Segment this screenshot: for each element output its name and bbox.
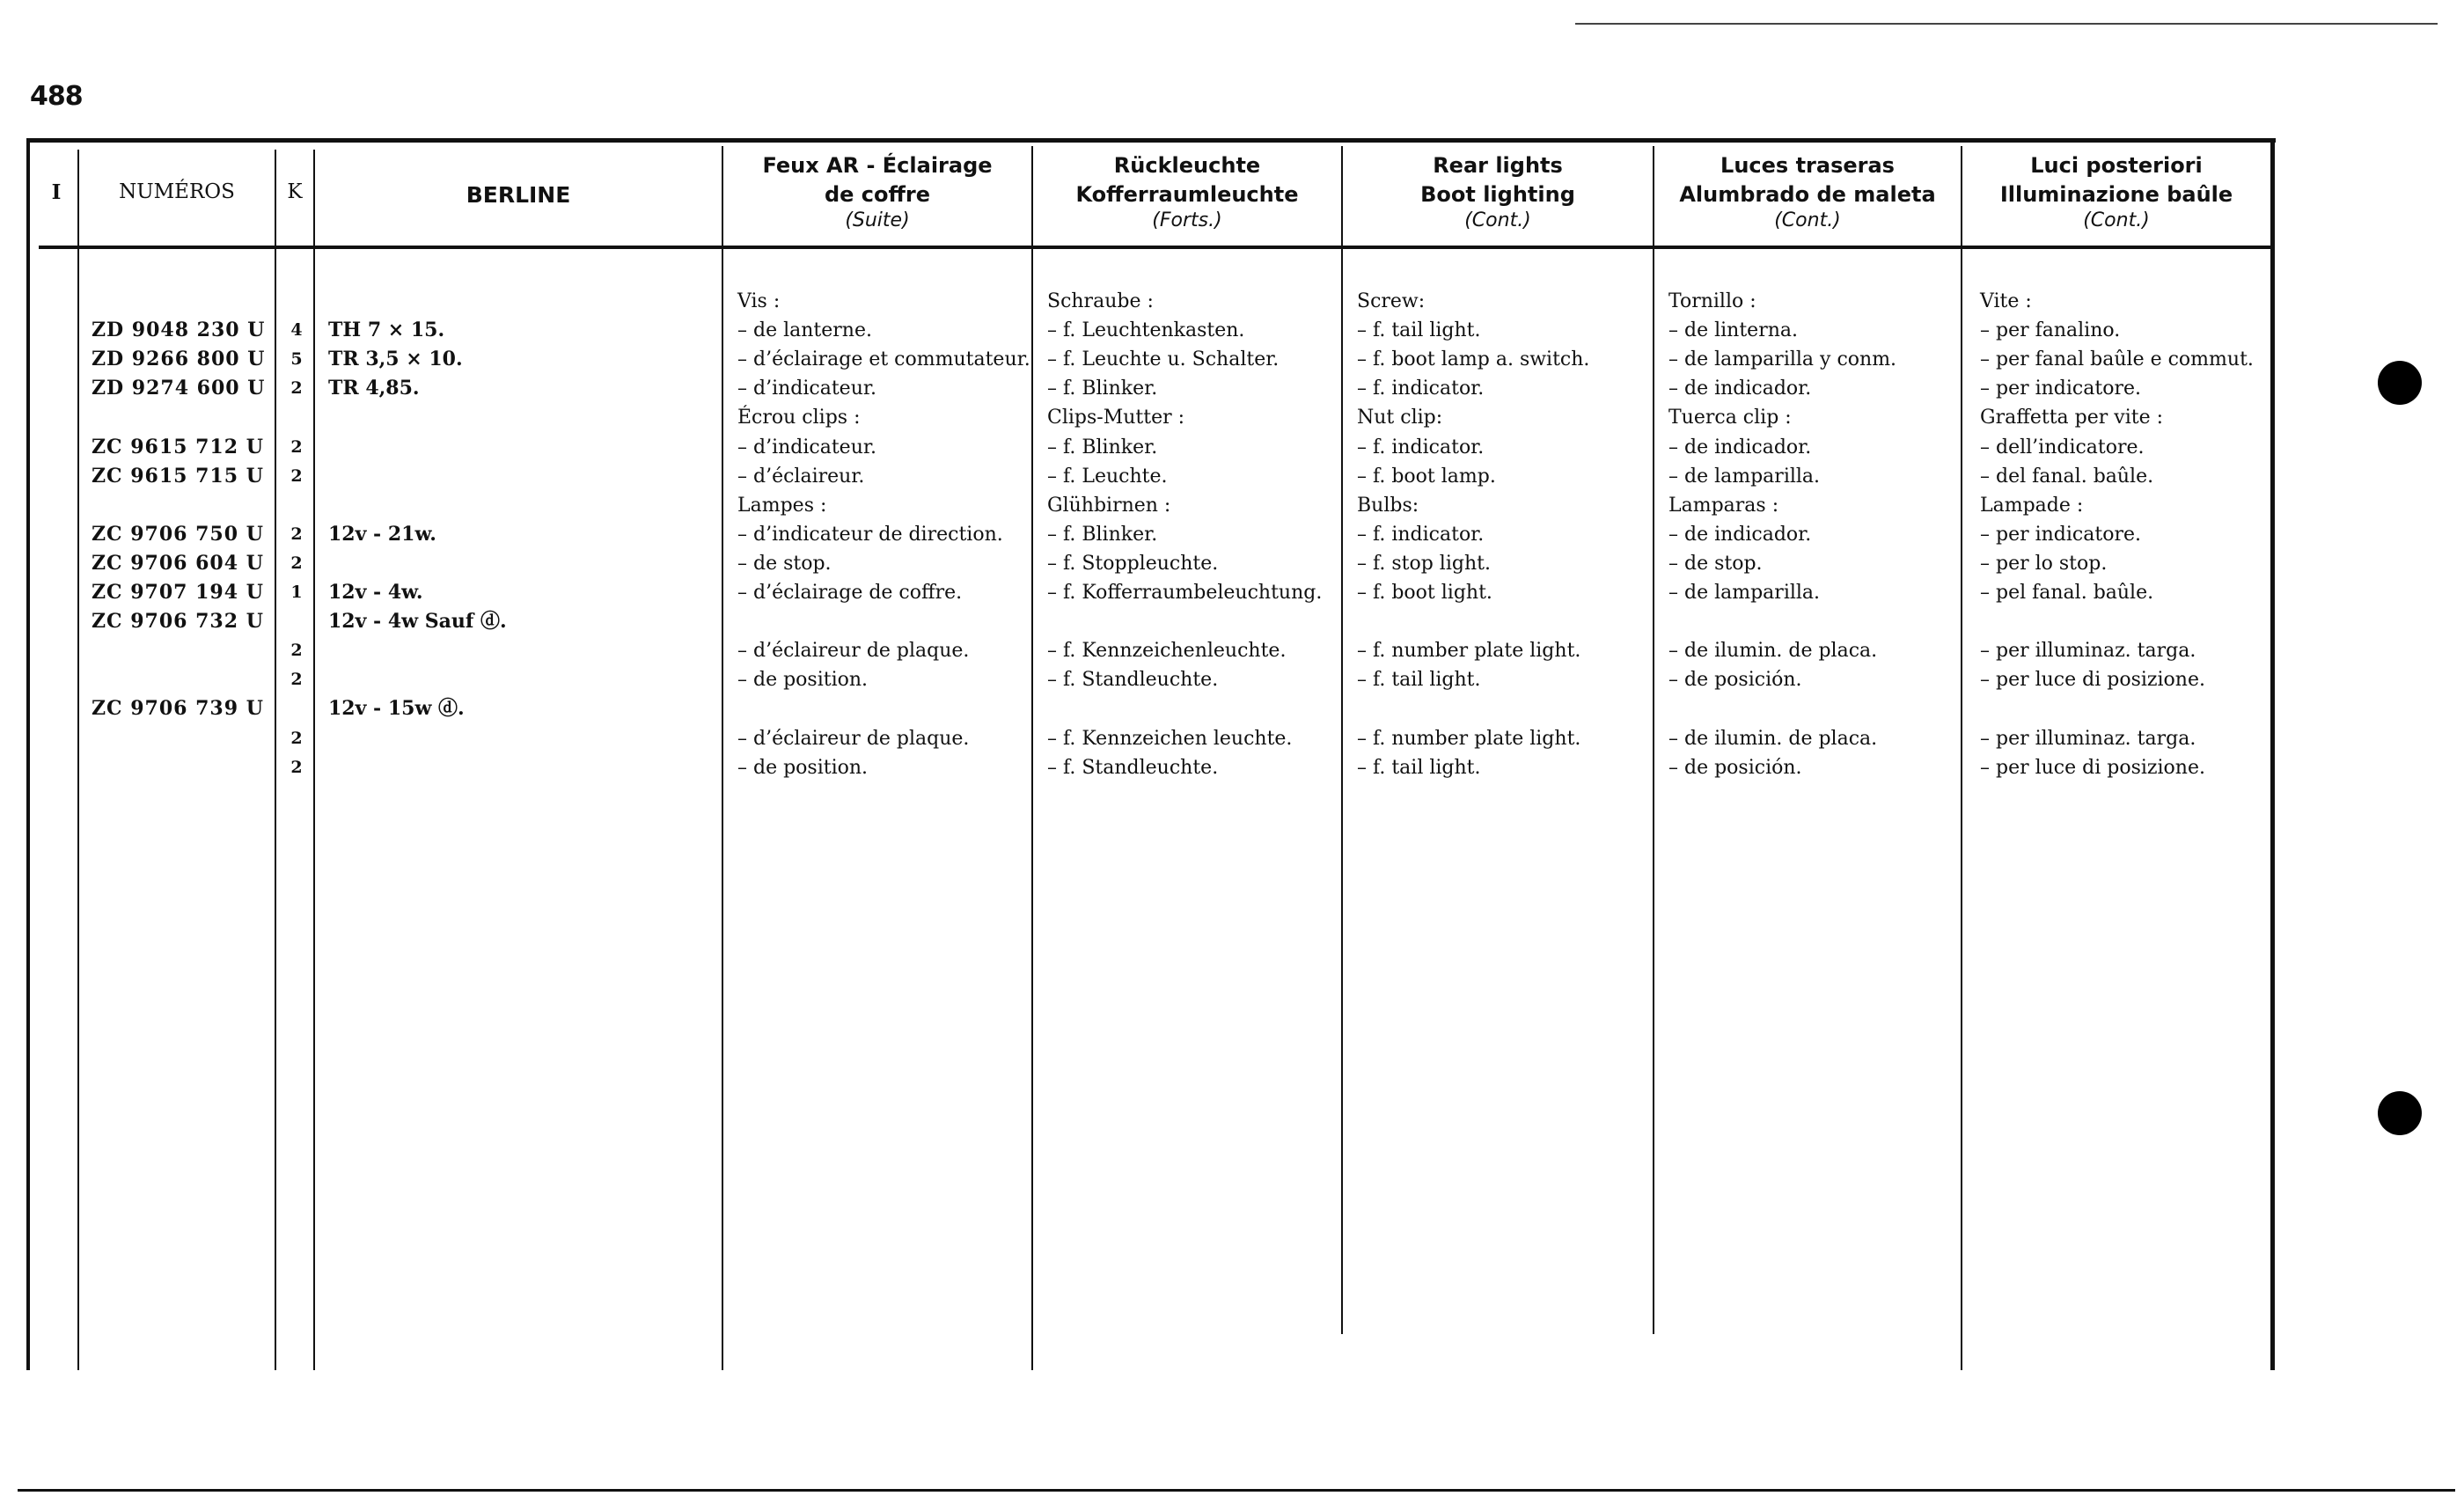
header-es-sub: (Cont.) <box>1774 209 1841 231</box>
description-en-line: – f. tail light. <box>1357 669 1481 692</box>
description-en-line: – f. indicator. <box>1357 436 1485 458</box>
description-it-line: – del fanal. baûle. <box>1980 465 2154 488</box>
header-es-line2: Alumbrado de maleta <box>1679 182 1936 207</box>
part-number: ZC 9615 712 U <box>92 435 264 458</box>
col-rule-4 <box>722 146 723 1370</box>
part-spec: 12v - 4w. <box>328 581 423 604</box>
part-number: ZD 9048 230 U <box>92 319 266 342</box>
part-quantity: 2 <box>290 553 303 573</box>
part-quantity: 2 <box>290 670 303 690</box>
part-number: ZC 9706 732 U <box>92 610 264 634</box>
description-it-line: – per fanalino. <box>1980 319 2121 342</box>
description-de-line: – f. Kennzeichenleuchte. <box>1047 640 1287 663</box>
description-es-line: Lamparas : <box>1668 494 1779 517</box>
description-en-line: – f. tail light. <box>1357 756 1481 779</box>
header-fr-line2: de coffre <box>824 182 931 207</box>
description-en-line: – f. stop light. <box>1357 552 1491 575</box>
col-rule-7 <box>1653 146 1654 1334</box>
col-rule-5 <box>1031 146 1033 1370</box>
description-fr-line: – d’indicateur. <box>737 378 876 400</box>
description-es-line: – de lamparilla. <box>1668 465 1821 488</box>
description-de-line: – f. Stoppleuchte. <box>1047 552 1219 575</box>
part-number: ZC 9707 194 U <box>92 581 264 604</box>
part-number: ZC 9706 739 U <box>92 697 264 721</box>
part-spec: 12v - 15w ⓓ. <box>328 697 465 721</box>
header-en-line1: Rear lights <box>1433 153 1563 178</box>
description-en-line: Nut clip: <box>1357 407 1443 429</box>
part-spec: TH 7 × 15. <box>328 319 445 342</box>
table-top-border <box>30 138 2276 143</box>
description-es-line: – de indicador. <box>1668 523 1812 546</box>
part-number: ZC 9706 750 U <box>92 522 264 546</box>
header-lang-fr <box>723 151 1031 232</box>
description-de-line: – f. Leuchte u. Schalter. <box>1047 348 1280 371</box>
part-spec: 12v - 4w Sauf ⓓ. <box>328 610 507 634</box>
description-it-line: – per illuminaz. targa. <box>1980 727 2196 750</box>
header-de-line1: Rückleuchte <box>1113 153 1261 178</box>
header-lang-de <box>1033 151 1341 232</box>
description-en-line: – f. tail light. <box>1357 319 1481 342</box>
description-en-line: – f. number plate light. <box>1357 727 1581 750</box>
header-fr-line1: Feux AR - Éclairage <box>762 153 993 178</box>
description-de-line: – f. Standleuchte. <box>1047 756 1219 779</box>
description-de-line: – f. Leuchtenkasten. <box>1047 319 1245 342</box>
part-spec: TR 3,5 × 10. <box>328 348 463 371</box>
description-it-line: – per illuminaz. targa. <box>1980 640 2196 663</box>
punch-hole-bottom <box>2378 1091 2422 1135</box>
description-de-line: – f. Leuchte. <box>1047 465 1168 488</box>
description-fr-line: Vis : <box>737 290 781 312</box>
description-it-line: – per luce di posizione. <box>1980 669 2205 692</box>
header-lang-en <box>1343 151 1653 232</box>
col-rule-6 <box>1341 146 1343 1334</box>
part-number: ZD 9274 600 U <box>92 377 266 400</box>
description-en-line: Bulbs: <box>1357 494 1419 517</box>
description-en-line: – f. boot lamp. <box>1357 465 1496 488</box>
description-fr-line: – d’éclaireur de plaque. <box>737 640 970 663</box>
header-en-line2: Boot lighting <box>1420 182 1575 207</box>
header-separator <box>39 246 2270 249</box>
description-de-line: Clips-Mutter : <box>1047 407 1185 429</box>
header-it-line1: Luci posteriori <box>2030 153 2203 178</box>
description-de-line: – f. Blinker. <box>1047 436 1158 458</box>
description-en-line: – f. indicator. <box>1357 378 1485 400</box>
description-en-line: – f. boot light. <box>1357 582 1492 604</box>
description-it-line: – pel fanal. baûle. <box>1980 582 2154 604</box>
part-spec: TR 4,85. <box>328 377 420 400</box>
header-lang-it <box>1962 151 2270 232</box>
description-de-line: Glühbirnen : <box>1047 494 1171 517</box>
description-en-line: – f. indicator. <box>1357 523 1485 546</box>
description-es-line: – de posición. <box>1668 756 1802 779</box>
description-es-line: – de linterna. <box>1668 319 1798 342</box>
header-fr-sub: (Suite) <box>845 209 910 231</box>
description-fr-line: Lampes : <box>737 494 827 517</box>
description-es-line: – de indicador. <box>1668 378 1812 400</box>
description-de-line: – f. Kennzeichen leuchte. <box>1047 727 1293 750</box>
description-de-line: – f. Blinker. <box>1047 523 1158 546</box>
description-fr-line: – de position. <box>737 756 869 779</box>
part-quantity: 4 <box>290 320 303 341</box>
part-quantity: 2 <box>290 641 303 661</box>
part-number: ZC 9706 604 U <box>92 551 264 575</box>
description-it-line: – dell’indicatore. <box>1980 436 2145 458</box>
part-quantity: 2 <box>290 728 303 748</box>
description-fr-line: – d’éclairage et commutateur. <box>737 348 1030 371</box>
header-en-sub: (Cont.) <box>1464 209 1531 231</box>
part-quantity: 2 <box>290 524 303 544</box>
header-it-sub: (Cont.) <box>2083 209 2150 231</box>
description-fr-line: – de stop. <box>737 552 832 575</box>
col-rule-3 <box>313 150 315 1370</box>
header-it-line2: Illuminazione baûle <box>1999 182 2233 207</box>
header-k: K <box>287 180 303 203</box>
description-es-line: – de posición. <box>1668 669 1802 692</box>
description-es-line: Tuerca clip : <box>1668 407 1792 429</box>
description-it-line: Graffetta per vite : <box>1980 407 2163 429</box>
description-it-line: Vite : <box>1980 290 2032 312</box>
part-number: ZC 9615 715 U <box>92 464 264 488</box>
description-fr-line: – d’éclaireur. <box>737 465 865 488</box>
description-es-line: – de indicador. <box>1668 436 1812 458</box>
description-fr-line: – d’éclaireur de plaque. <box>737 727 970 750</box>
description-fr-line: Écrou clips : <box>737 407 861 429</box>
description-it-line: – per luce di posizione. <box>1980 756 2205 779</box>
description-fr-line: – de position. <box>737 669 869 692</box>
part-spec: 12v - 21w. <box>328 522 436 546</box>
description-it-line: – per fanal baûle e commut. <box>1980 348 2254 371</box>
description-it-line: – per lo stop. <box>1980 552 2108 575</box>
description-fr-line: – d’indicateur de direction. <box>737 523 1003 546</box>
header-es-line1: Luces traseras <box>1720 153 1895 178</box>
bottom-rule <box>18 1489 2455 1492</box>
description-fr-line: – de lanterne. <box>737 319 872 342</box>
description-es-line: – de lamparilla. <box>1668 582 1821 604</box>
description-es-line: – de ilumin. de placa. <box>1668 640 1878 663</box>
description-de-line: – f. Kofferraumbeleuchtung. <box>1047 582 1323 604</box>
part-quantity: 2 <box>290 757 303 777</box>
part-number: ZD 9266 800 U <box>92 348 266 371</box>
description-it-line: – per indicatore. <box>1980 523 2141 546</box>
part-quantity: 2 <box>290 466 303 486</box>
description-en-line: – f. number plate light. <box>1357 640 1581 663</box>
description-es-line: – de ilumin. de placa. <box>1668 727 1878 750</box>
description-de-line: Schraube : <box>1047 290 1154 312</box>
punch-hole-top <box>2378 361 2422 405</box>
header-index: I <box>51 180 62 204</box>
col-rule-8 <box>1961 146 1962 1370</box>
description-en-line: Screw: <box>1357 290 1426 312</box>
col-rule-1 <box>77 150 79 1370</box>
col-rule-2 <box>275 150 276 1370</box>
page-number: 488 <box>30 81 83 112</box>
header-de-sub: (Forts.) <box>1152 209 1222 231</box>
part-quantity: 1 <box>290 583 303 602</box>
description-it-line: Lampade : <box>1980 494 2084 517</box>
table-left-border <box>26 138 30 1370</box>
description-es-line: Tornillo : <box>1668 290 1756 312</box>
part-quantity: 5 <box>290 349 303 370</box>
top-rule <box>1575 23 2438 25</box>
part-quantity: 2 <box>290 436 303 457</box>
description-fr-line: – d’éclairage de coffre. <box>737 582 963 604</box>
part-quantity: 2 <box>290 378 303 399</box>
description-fr-line: – d’indicateur. <box>737 436 876 458</box>
description-en-line: – f. boot lamp a. switch. <box>1357 348 1590 371</box>
description-it-line: – per indicatore. <box>1980 378 2141 400</box>
header-berline: BERLINE <box>466 182 571 208</box>
description-de-line: – f. Blinker. <box>1047 378 1158 400</box>
description-es-line: – de stop. <box>1668 552 1763 575</box>
description-de-line: – f. Standleuchte. <box>1047 669 1219 692</box>
header-numeros: NUMÉROS <box>119 180 235 203</box>
table-right-border <box>2270 138 2275 1370</box>
header-de-line2: Kofferraumleuchte <box>1075 182 1299 207</box>
description-es-line: – de lamparilla y conm. <box>1668 348 1897 371</box>
header-lang-es <box>1654 151 1961 232</box>
